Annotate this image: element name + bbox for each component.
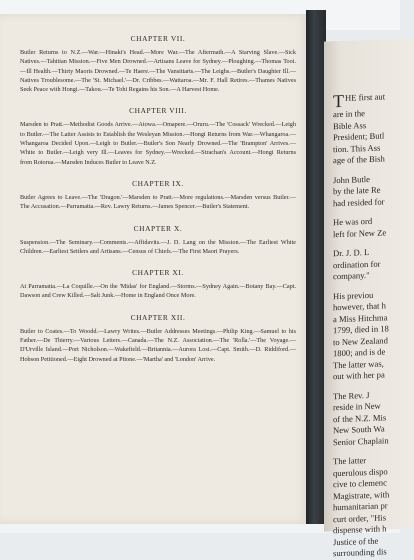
chapter-block bbox=[20, 268, 296, 301]
chapter-summary: Marsden to Pratt.—Methodist Goods Arrive.—Atowa.—Omapere.—Oruru.—The 'Cossack' Wrecked.—Leigh to Butler.—The Latter Assists to Establish the Wesleyan Mission.—Hongi Returns from War.—Whangaroa.—Whangaroa Decided Upon.—Leigh to Butler.—Butler's Son Nearly Drowned.—The 'Brampton' Arrives.—White to Butler.—Leigh very Ill.—Leaves for Sydney.—Wrecked.—Strachan's Account.—Hongi Returns from Rotorua.—Marsden Induces Butler to Leave N.Z. bbox=[20, 121, 296, 166]
right-page-line: The Rev. J bbox=[333, 389, 370, 401]
right-page-line: His previou bbox=[333, 289, 374, 301]
right-page-line: dispense with h bbox=[333, 523, 387, 536]
right-page-line: left for New Ze bbox=[333, 226, 387, 239]
right-page-line: The latter bbox=[333, 455, 367, 467]
right-page-line: Magistrate, with bbox=[333, 488, 390, 501]
chapter-title: CHAPTER X. bbox=[133, 223, 183, 233]
right-page-line: curt order, "His bbox=[333, 511, 387, 524]
right-page-line: out with her pa bbox=[333, 369, 385, 382]
chapter-block bbox=[20, 106, 296, 166]
right-page-line: 1800; and is de bbox=[333, 346, 386, 359]
right-page-line: to New Zealand bbox=[333, 334, 388, 347]
chapter-title: CHAPTER IX. bbox=[132, 178, 184, 188]
right-page-line: John Butle bbox=[333, 173, 371, 185]
drop-cap: T bbox=[333, 90, 344, 112]
right-page-line: Senior Chaplain bbox=[333, 434, 389, 447]
right-page-line: however, that h bbox=[333, 300, 386, 313]
left-page bbox=[0, 14, 310, 524]
right-page bbox=[324, 38, 414, 559]
chapter-list bbox=[20, 34, 296, 364]
right-line-0: HE first aut bbox=[345, 91, 386, 103]
right-page-line: cive to clemenc bbox=[333, 477, 387, 490]
chapter-block bbox=[20, 179, 296, 212]
right-page-line: reside in New bbox=[333, 400, 381, 413]
right-page-line: company." bbox=[333, 269, 370, 282]
right-page-line: age of the Bish bbox=[333, 153, 385, 166]
right-page-line: querulous dispo bbox=[333, 465, 388, 478]
right-page-line: humanitarian pr bbox=[333, 500, 388, 513]
chapter-title: CHAPTER VII. bbox=[130, 34, 186, 43]
right-page-line: ordination for bbox=[333, 258, 381, 270]
right-page-line: by the late Re bbox=[333, 184, 381, 197]
chapter-summary: At Parramatta.—La Coquille.—On the 'Midas' for England.—Storms.—Sydney Again.—Botany Bay.—Capt. Dawson and Crew Killed.—Salt Junk.—Home in England Once More. bbox=[20, 283, 296, 300]
chapter-summary: Butler Agrees to Leave.—The 'Dragon.'—Marsden to Pratt.—More regulations.—Marsden versus Butler.—The Accusation.—Parramatta.—Rev. Lawry Returns.—James Spencer.—Butler's Statement. bbox=[20, 193, 296, 211]
right-page-line: President; Butl bbox=[333, 130, 385, 143]
right-page-line: 1799, died in 18 bbox=[333, 323, 389, 336]
chapter-title: CHAPTER VIII. bbox=[129, 106, 187, 116]
right-page-line: Bible Ass bbox=[333, 119, 367, 131]
right-page-line: The latter was, bbox=[333, 357, 384, 370]
right-page-line: of the N.Z. Mis bbox=[333, 411, 387, 424]
right-page-line: had resided for bbox=[333, 195, 385, 208]
right-page-line: Dr. J. D. L bbox=[333, 246, 370, 259]
chapter-summary: Suspension.—The Seminary.—Comments.—Affidavits.—J. D. Lang on the Mission.—The Earliest White Children.—Earliest Settlers and Artisans.—Census of Chiefs.—The First Maori Prayers. bbox=[20, 238, 296, 255]
right-page-line: are in the bbox=[333, 108, 365, 120]
right-page-line: a Miss Hitchma bbox=[333, 311, 388, 324]
chapter-title: CHAPTER XII. bbox=[130, 312, 186, 322]
right-page-line: New South Wa bbox=[333, 423, 385, 436]
chapter-summary: Butler Returns to N.Z.—War.—Hinaki's Head.—More War.—The Aftermath.—A Starving Slave.—Sick Natives.—Tahitian Mission.—Five Men Drowned.—Artisans Leave for Sydney.—Ploughing.—Thomas Tooi.—Ill Health.—Thirty Maoris Drowned.—Te Haere.—The Vansittarts.—The Leighs.—Butler's Daughter Ill.—Natives Troublesome.—The 'St. Michael.'—Dr. Cribbes.—Wattaroa.—Mr. F. Hall Retires.—Thames Natives Seek Peace with Hongi.—Takou.—Te Tohi Regains his Son.—A Harvest Home. bbox=[20, 49, 296, 94]
right-page-line: Justice of the bbox=[333, 535, 379, 547]
chapter-block bbox=[20, 224, 296, 257]
right-page-line: tion. This Ass bbox=[333, 142, 381, 154]
right-page-line: surrounding dis bbox=[333, 546, 387, 559]
chapter-summary: Butler to Coates.—To Woodd.—Lawry Writes.—Butler Addresses Meetings.—Philip King.—Samuel to his Father.—De Thierry.—Various Letters.—Canada.—The N.Z. Association.—The 'Rolla.'—The Voyage.—D'Urville Island.—Port Nicholson.—Wakefield.—Britannia.—Aurora Lost.—Capt. Smith.—D. Riddiford.—Hobson Petitioned.—Eight Drowned at Pitone.—'Martha' and 'London' Arrive. bbox=[20, 327, 296, 363]
chapter-title: CHAPTER XI. bbox=[132, 268, 184, 278]
right-page-lines bbox=[333, 106, 414, 559]
right-page-line: He was ord bbox=[333, 215, 373, 228]
book-binding bbox=[306, 10, 326, 524]
chapter-block bbox=[20, 34, 296, 94]
chapter-block bbox=[20, 313, 296, 364]
